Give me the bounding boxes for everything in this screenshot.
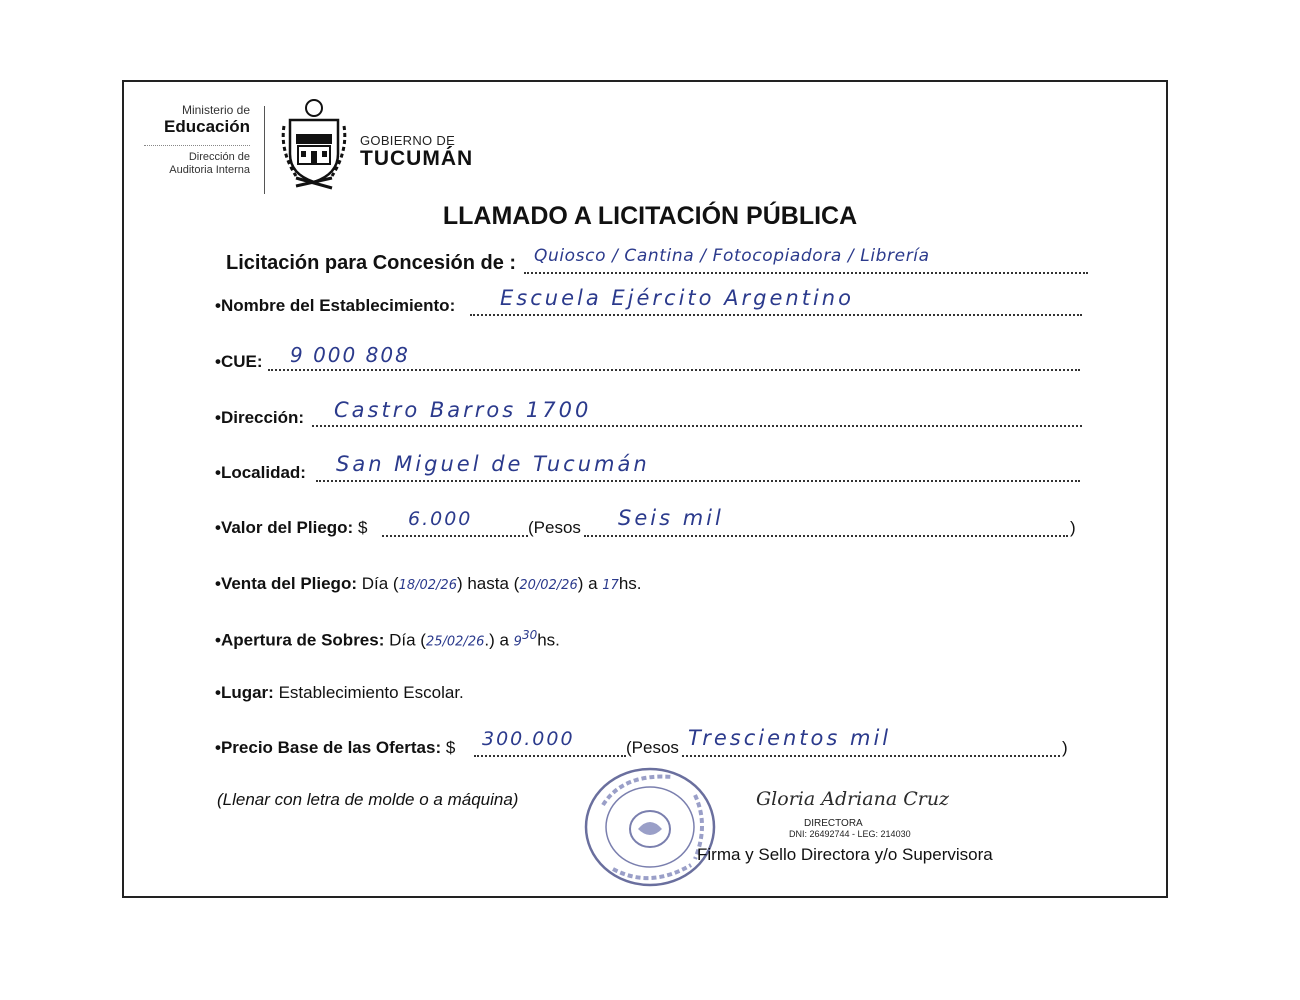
establishment-row: [215, 296, 455, 316]
cue-label: •CUE:: [215, 352, 263, 371]
opening-label: •Apertura de Sobres:: [215, 630, 385, 650]
sale-from: 18/02/26: [398, 578, 457, 593]
sale-label: •Venta del Pliego:: [215, 574, 357, 593]
concession-value: Quiosco / Cantina / Fotocopiadora / Librería: [534, 246, 930, 266]
ministry-line2: Educación: [164, 117, 250, 136]
director-signature: Gloria Adriana Cruz: [756, 788, 950, 810]
place-label: •Lugar:: [215, 683, 274, 702]
base-price-words: Trescientos mil: [688, 726, 892, 750]
opening-hour: 9: [513, 634, 522, 650]
base-price-label: •Precio Base de las Ofertas:: [215, 738, 442, 757]
signature-caption: Firma y Sello Directora y/o Supervisora: [697, 845, 993, 864]
school-seal-icon: [583, 765, 717, 889]
gov-line2: TUCUMÁN: [360, 147, 474, 170]
establishment-label: •Nombre del Establecimiento:: [215, 296, 456, 315]
place-value: Establecimiento Escolar.: [278, 683, 464, 702]
address-row: [215, 408, 304, 428]
base-price-words-open: (Pesos: [626, 738, 679, 757]
concession-row: [226, 252, 516, 275]
price-value: 6.000: [408, 508, 473, 530]
address-label: •Dirección:: [215, 408, 305, 427]
fill-instructions: (Llenar con letra de molde o a máquina): [217, 790, 519, 809]
base-price-close: ): [1062, 738, 1068, 757]
base-price-row: •Precio Base de las Ofertas: $: [215, 738, 456, 757]
place-row: [215, 683, 464, 703]
ministry-line1: Ministerio de: [181, 103, 250, 117]
price-words-open: (Pesos: [528, 518, 581, 537]
establishment-value: Escuela Ejército Argentino: [500, 286, 854, 310]
gov-line1: GOBIERNO DE: [360, 133, 456, 148]
price-label: •Valor del Pliego:: [215, 518, 354, 537]
sale-to: 20/02/26: [519, 578, 578, 593]
opening-minutes: 30: [521, 628, 538, 642]
header-divider: [264, 106, 265, 194]
signer-title: DIRECTORA: [804, 818, 863, 829]
ministry-logo: [134, 103, 250, 177]
price-close: ): [1070, 518, 1076, 537]
page-title: LLAMADO A LICITACIÓN PÚBLICA: [442, 202, 858, 230]
opening-date: 25/02/26: [425, 634, 485, 650]
cue-row: [215, 352, 263, 372]
locality-value: San Miguel de Tucumán: [336, 452, 650, 476]
signer-ids: DNI: 26492744 - LEG: 214030: [789, 829, 911, 839]
cue-value: 9 000 808: [290, 343, 410, 367]
locality-row: [215, 463, 306, 483]
price-words: Seis mil: [618, 506, 724, 530]
locality-label: •Localidad:: [215, 463, 306, 482]
direction-line1: Dirección de: [188, 151, 250, 163]
concession-label: Licitación para Concesión de :: [226, 252, 517, 274]
opening-row: •Apertura de Sobres: Día (25/02/26.) a $9^{30}hs$.: [215, 628, 560, 650]
price-row: •Valor del Pliego: $: [215, 518, 368, 537]
sale-hour: 17: [602, 578, 619, 593]
tucuman-crest-icon: [276, 96, 352, 196]
direction-line2: Auditoria Interna: [169, 164, 250, 176]
address-value: Castro Barros 1700: [334, 398, 592, 422]
government-logo: [360, 134, 473, 170]
sale-row: •Venta del Pliego: Día (18/02/26) hasta (20/02/26) a 17hs.: [215, 574, 642, 593]
base-price-value: 300.000: [482, 728, 575, 750]
